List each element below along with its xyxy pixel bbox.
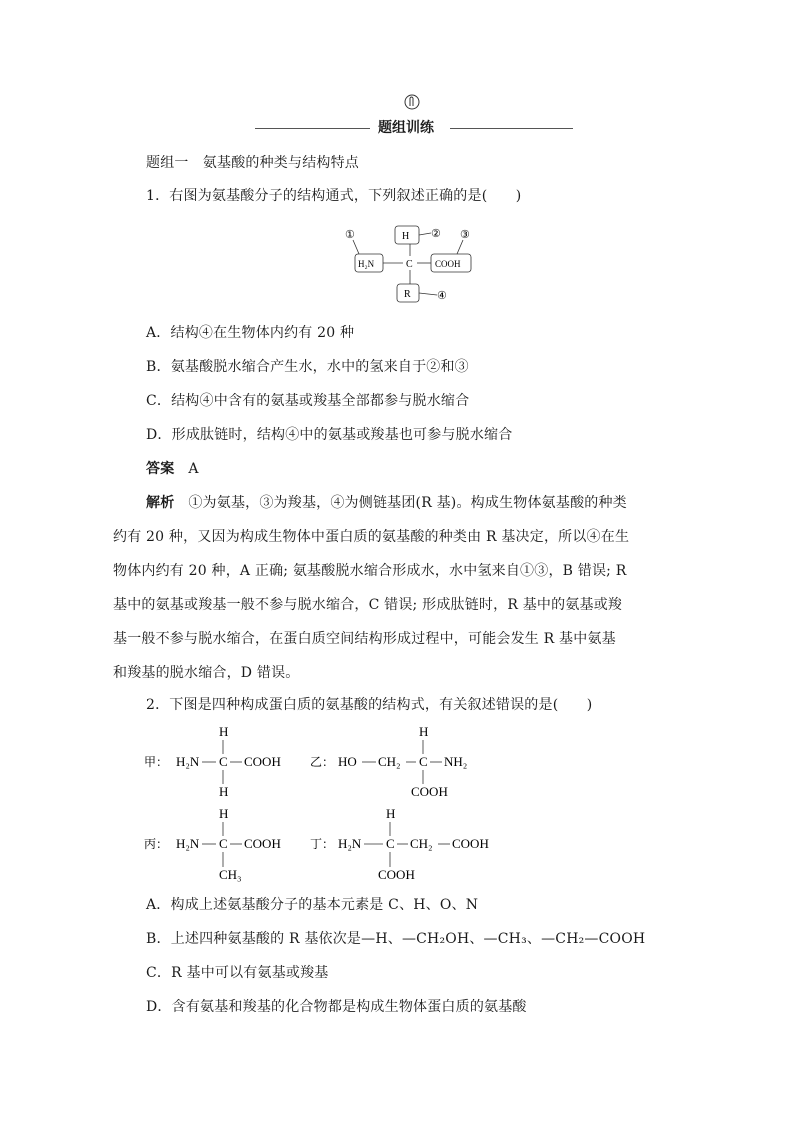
yi-ch2: CH₂ (378, 754, 401, 769)
yi-top: H (419, 724, 429, 739)
ding-label: 丁： (310, 837, 335, 851)
q1-answer (146, 459, 199, 479)
group-title: 题组一 氨基酸的种类与结构特点 (146, 155, 359, 171)
center-c-label: C (406, 259, 413, 270)
analysis-line-2: 约有 20 种，又因为构成生物体中蛋白质的氨基酸的种类由 R 基决定，所以④在生 (113, 529, 630, 545)
analysis-line-3: 物体内约有 20 种，A 正确; 氨基酸脱水缩合形成水，水中氢来自①③，B 错误; R (113, 563, 627, 579)
bing-right: COOH (244, 836, 281, 851)
jia-label: 甲： (144, 755, 169, 769)
q2-option-d: D．含有氨基和羧基的化合物都是构成生物体蛋白质的氨基酸 (146, 999, 527, 1015)
jia-c: C (219, 754, 228, 769)
jia-top: H (219, 724, 229, 739)
box-h-label: H (402, 231, 410, 242)
section-title: 题组训练 (378, 120, 434, 136)
yi-right: NH₂ (444, 754, 468, 769)
bing-label: 丙： (144, 837, 169, 851)
ding-c: C (386, 836, 395, 851)
ding-top: H (386, 806, 396, 821)
bing-left: H₂N (176, 836, 200, 851)
analysis-line-4: 基中的氨基或羧基一般不参与脱水缩合，C 错误; 形成肽链时，R 基中的氨基或羧 (113, 597, 623, 613)
header-rule-right (450, 128, 573, 129)
amino-acid-general-formula (345, 218, 485, 308)
amino-acid-structures (140, 722, 520, 887)
marker-3: ③ (460, 229, 470, 241)
question-1-stem: 1．右图为氨基酸分子的结构通式，下列叙述正确的是( ) (146, 188, 522, 204)
analysis-line-1: 解析 ①为氨基，③为羧基，④为侧链基团(R 基)。构成生物体氨基酸的种类 (146, 495, 627, 511)
ding-ch2: CH₂ (410, 836, 433, 851)
box-h2n-label: H₂N (358, 259, 375, 269)
header-rule-left (255, 128, 370, 129)
yi-bottom: COOH (411, 784, 448, 799)
marker-2: ② (431, 228, 441, 240)
ding-bottom: COOH (378, 867, 415, 882)
q1-option-a: A．结构④在生物体内约有 20 种 (146, 325, 355, 341)
bing-bottom: CH₃ (219, 867, 242, 882)
yi-c: C (419, 754, 428, 769)
yi-left: HO (338, 754, 357, 769)
bing-top: H (219, 806, 229, 821)
q1-option-c: C．结构④中含有的氨基或羧基全部都参与脱水缩合 (146, 393, 470, 409)
question-2-stem: 2．下图是四种构成蛋白质的氨基酸的结构式，有关叙述错误的是( ) (146, 697, 593, 713)
analysis-label: 解析 (146, 495, 175, 511)
q1-option-d: D．形成肽链时，结构④中的氨基或羧基也可参与脱水缩合 (146, 427, 513, 443)
analysis-line-5: 基一般不参与脱水缩合，在蛋白质空间结构形成过程中，可能会发生 R 基中氨基 (113, 631, 616, 647)
jia-right: COOH (244, 754, 281, 769)
marker-4: ④ (437, 290, 447, 302)
ding-right: COOH (452, 836, 489, 851)
header-icon (404, 94, 420, 110)
marker-1: ① (345, 229, 355, 241)
answer-value: A (188, 461, 199, 477)
ding-left: H₂N (338, 836, 362, 851)
jia-left: H₂N (176, 754, 200, 769)
jia-bottom: H (219, 784, 229, 799)
answer-label: 答案 (146, 461, 175, 477)
box-cooh-label: COOH (435, 259, 461, 269)
q1-option-b: B．氨基酸脱水缩合产生水，水中的氢来自于②和③ (146, 359, 469, 375)
yi-label: 乙： (310, 755, 335, 769)
q2-option-a: A．构成上述氨基酸分子的基本元素是 C、H、O、N (146, 897, 479, 913)
analysis-line-6: 和羧基的脱水缩合，D 错误。 (113, 665, 300, 681)
box-r-label: R (404, 289, 411, 300)
bing-c: C (219, 836, 228, 851)
q2-option-b: B．上述四种氨基酸的 R 基依次是—H、—CH₂OH、—CH₃、—CH₂—COOH (146, 931, 646, 947)
q2-option-c: C．R 基中可以有氨基或羧基 (146, 965, 329, 981)
